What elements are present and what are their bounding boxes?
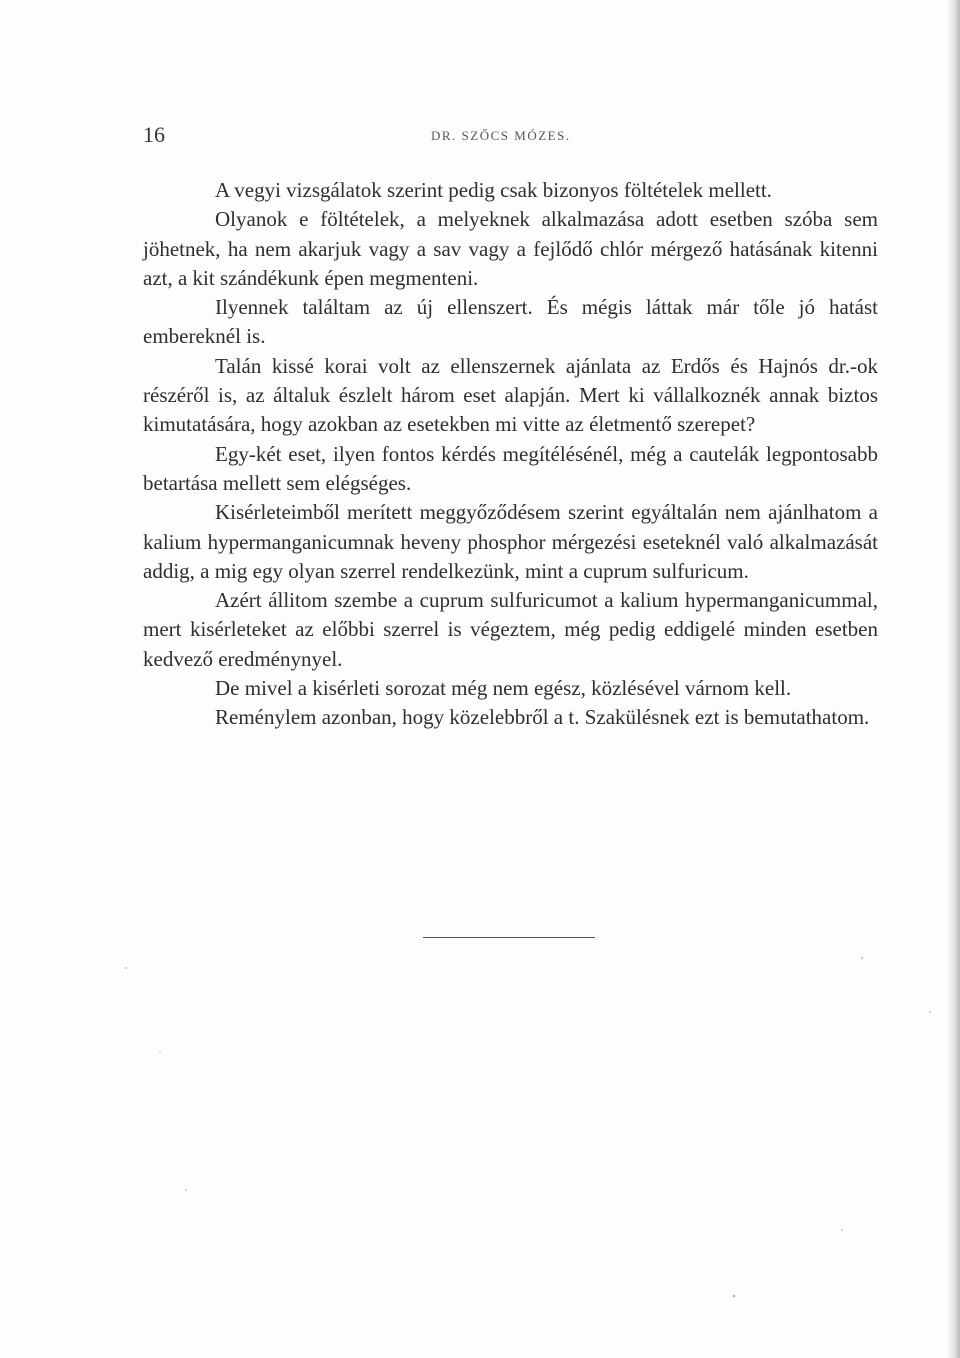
paragraph: Azért állitom szembe a cuprum sulfuricumot a kalium hypermanganicummal, mert kisérleteket az előbbi szerrel is végeztem, még pedig eddigelé minden esetben kedvező eredménynyel.: [143, 588, 878, 671]
page-number: 16: [143, 122, 165, 147]
running-head-author: DR. SZŐCS MÓZES.: [431, 128, 571, 143]
paragraph: Reménylem azonban, hogy közelebbről a t. Szakülésnek ezt is bemutathatom.: [215, 705, 870, 730]
paragraph: A vegyi vizsgálatok szerint pedig csak bizonyos föltételek mellett.: [215, 178, 772, 202]
paragraph: Olyanok e föltételek, a melyeknek alkalmazása adott esetben szóba sem jöhetnek, ha nem akarjuk vagy a sav vagy a fejlődő chlór mérgező hatásának kitenni azt, a kit szándékunk épen megmenteni.: [143, 207, 878, 290]
section-end-rule: [423, 937, 595, 938]
paragraph: De mivel a kisérleti sorozat még nem egész, közlésével várnom kell.: [215, 676, 792, 701]
running-head: [143, 122, 878, 152]
body-text: [143, 176, 878, 733]
paragraph: Talán kissé korai volt az ellenszernek ajánlata az Erdős és Hajnós dr.-ok részéről is, az általuk észlelt három eset alapján. Mert ki vállalkoznék annak biztos kimutatására, hogy azokban az esetekben mi vitte az életmentő szerepet?: [143, 353, 878, 437]
paragraph: Egy-két eset, ilyen fontos kérdés megítélésénél, még a cautelák legpontosabb betartása mellett sem elégséges.: [143, 441, 878, 495]
paragraph: Ilyennek találtam az új ellenszert. És mégis láttak már tőle jó hatást embereknél is.: [143, 295, 878, 349]
paragraph: Kisérleteimből merített meggyőződésem szerint egyáltalán nem ajánlhatom a kalium hypermanganicumnak heveny phosphor mérgezési eseteknél való alkalmazását addig, a mig egy olyan szerrel rendelkezünk, mint a cuprum sulfuricum.: [143, 500, 878, 583]
page-edge-shadow: [946, 0, 960, 1358]
